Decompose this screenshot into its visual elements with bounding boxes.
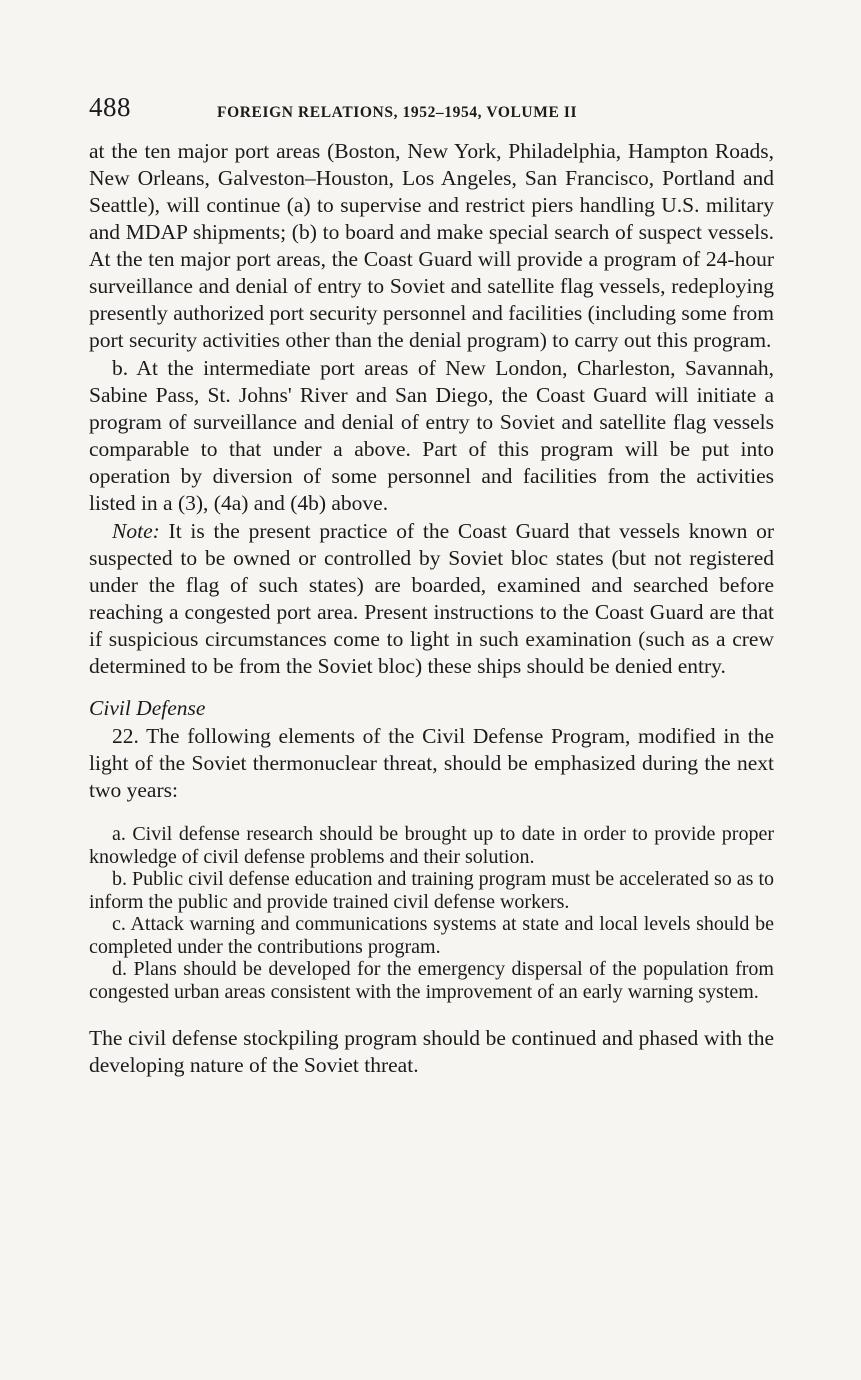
running-header <box>89 92 774 138</box>
note-paragraph <box>89 518 774 680</box>
document-page <box>89 92 774 1079</box>
paragraph-b-intermediate-ports: b. At the intermediate port areas of New London, Charleston, Savannah, Sabine Pass, St. Johns' River and San Diego, the Coast Guard will initiate a program of surveillance and denial of entry to Soviet and satellite flag vessels comparable to that under a above. Part of this program will be put into operation by diversion of some personnel and facilities from the activities listed in a (3), (4a) and (4b) above. <box>89 356 774 515</box>
list-item-d: d. Plans should be developed for the emergency dispersal of the population from congested urban areas consistent with the improvement of an early warning system. <box>89 958 774 1003</box>
list-item-b: b. Public civil defense education and training program must be accelerated so as to inform the public and provide trained civil defense workers. <box>89 868 775 913</box>
volume-title: FOREIGN RELATIONS, 1952–1954, VOLUME II <box>217 104 578 121</box>
continuation-paragraph: at the ten major port areas (Boston, New York, Philadelphia, Hampton Roads, New Orleans, Galveston–Houston, Los Angeles, San Francisco, Portland and Seattle), will continue (a) to supervise and restrict piers handling U.S. military and MDAP shipments; (b) to board and make special search of suspect vessels. At the ten major port areas, the Coast Guard will provide a program of 24-hour surveillance and denial of entry to Soviet and satellite flag vessels, redeploying presently authorized port security personnel and facilities (including some from port security activities other than the denial program) to carry out this program. <box>89 139 774 352</box>
section-heading-civil-defense: Civil Defense <box>89 696 206 720</box>
note-label: Note: <box>112 519 160 543</box>
page-number: 488 <box>89 92 131 122</box>
list-item-a: a. Civil defense research should be brought up to date in order to provide proper knowledge of civil defense problems and their solution. <box>89 823 774 868</box>
list-item-c: c. Attack warning and communications systems at state and local levels should be completed under the contributions program. <box>89 913 774 958</box>
closing-paragraph: The civil defense stockpiling program should be continued and phased with the developing nature of the Soviet threat. <box>89 1026 774 1077</box>
civil-defense-elements-list <box>89 823 774 1003</box>
note-text: It is the present practice of the Coast Guard that vessels known or suspected to be owned or controlled by Soviet bloc states (but not registered under the flag of such states) are boarded, examined and searched before reaching a congested port area. Present instructions to the Coast Guard are that if suspicious circumstances come to light in such examination (such as a crew determined to be from the Soviet bloc) these ships should be denied entry. <box>89 519 774 678</box>
paragraph-22: 22. The following elements of the Civil Defense Program, modified in the light of the Soviet thermonuclear threat, should be emphasized during the next two years: <box>89 724 774 802</box>
